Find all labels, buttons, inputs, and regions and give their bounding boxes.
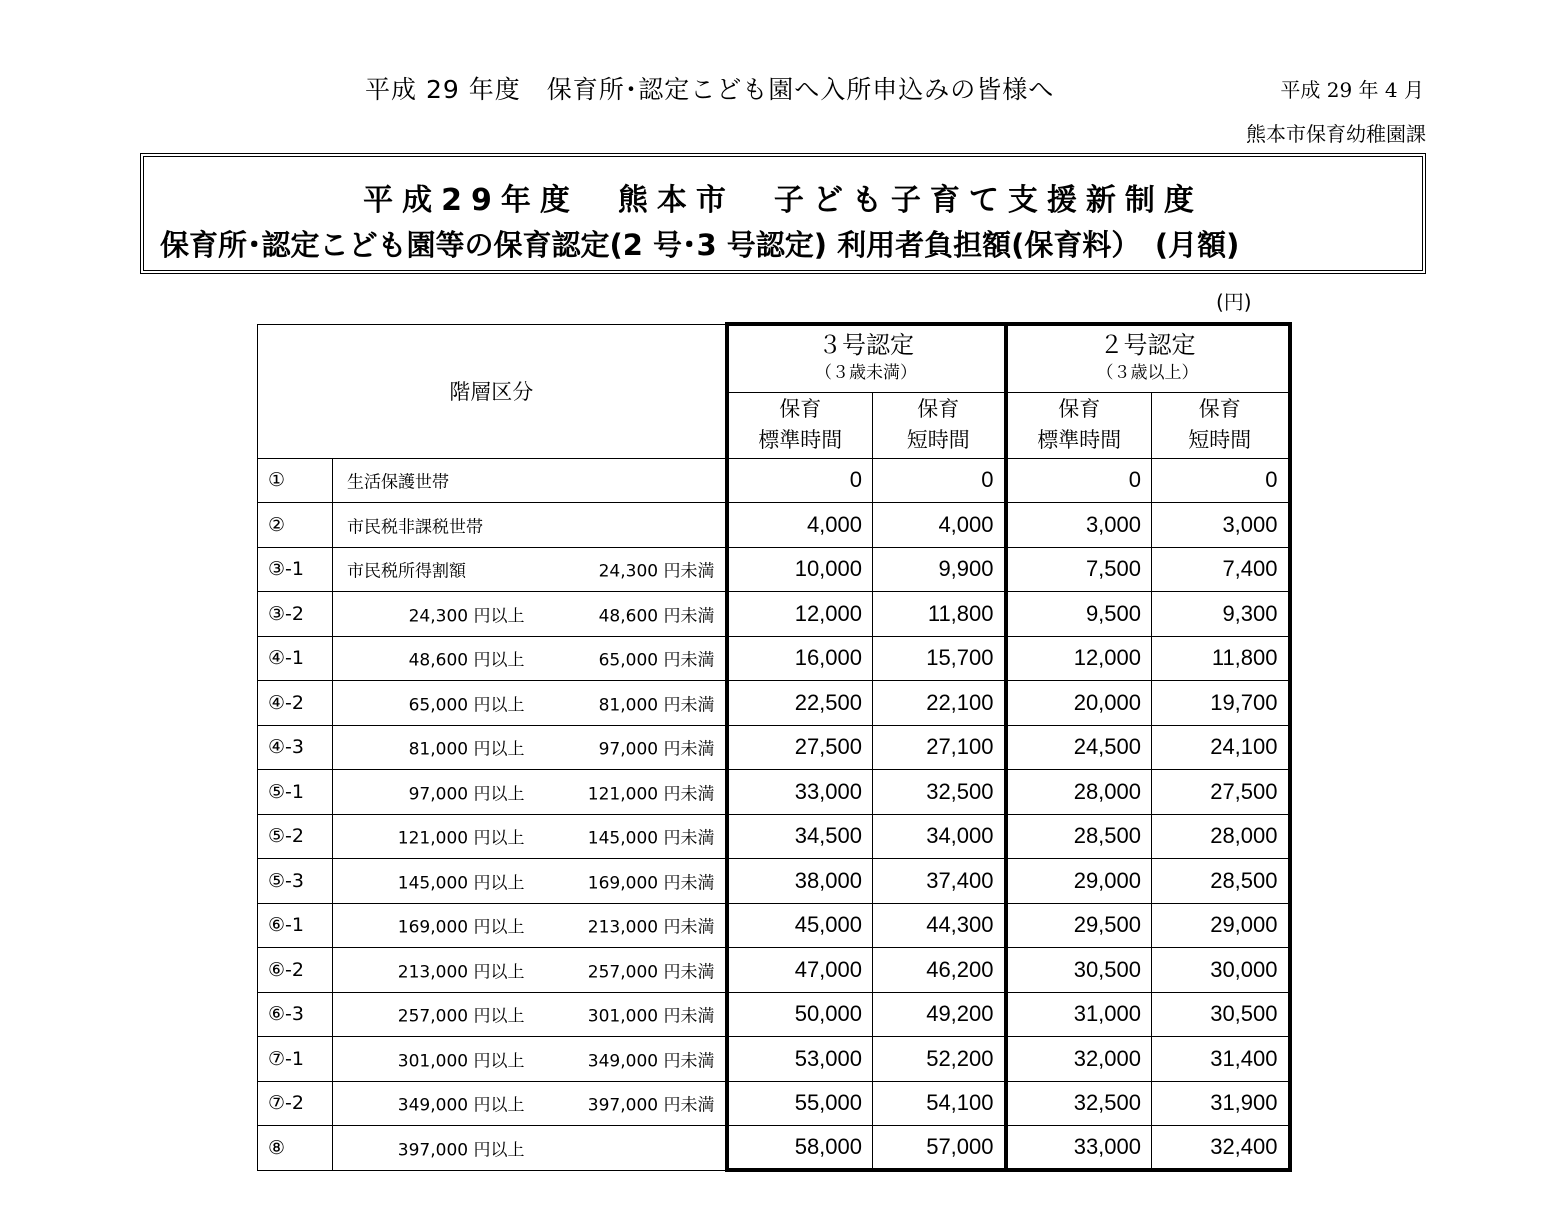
bracket-lower-bound: 48,600 円以上 bbox=[408, 650, 525, 671]
bracket-lower-bound: 121,000 円以上 bbox=[397, 828, 525, 849]
sub-header-line2: 短時間 bbox=[1188, 428, 1252, 452]
sub-header-line2: 標準時間 bbox=[758, 428, 843, 452]
bracket-lower-bound: 65,000 円以上 bbox=[408, 695, 525, 716]
rank-number: ② bbox=[258, 503, 333, 548]
fee-value: 32,500 bbox=[873, 770, 1006, 815]
fee-value: 27,500 bbox=[727, 725, 873, 770]
fee-value: 24,500 bbox=[1006, 725, 1152, 770]
income-bracket bbox=[333, 503, 727, 548]
rank-number: ⑧ bbox=[258, 1126, 333, 1171]
fee-value: 12,000 bbox=[727, 592, 873, 637]
fee-value: 32,500 bbox=[1006, 1081, 1152, 1126]
table-row bbox=[258, 503, 1290, 548]
bracket-lower-bound: 349,000 円以上 bbox=[397, 1095, 525, 1116]
table-row bbox=[258, 1126, 1290, 1171]
income-bracket bbox=[333, 547, 727, 592]
table-row bbox=[258, 948, 1290, 993]
bracket-label: 生活保護世帯 bbox=[347, 472, 449, 493]
bracket-upper-bound: 24,300 円未満 bbox=[598, 561, 715, 582]
table-row bbox=[258, 1081, 1290, 1126]
sub-header-line1: 保育 bbox=[1198, 397, 1241, 421]
fee-value: 15,700 bbox=[873, 636, 1006, 681]
bracket-upper-bound: 97,000 円未満 bbox=[598, 739, 715, 760]
fee-value: 34,000 bbox=[873, 814, 1006, 859]
bracket-lower-bound: 24,300 円以上 bbox=[408, 606, 525, 627]
table-row bbox=[258, 681, 1290, 726]
title-line-2: 保育所･認定こども園等の保育認定(2 号･3 号認定) 利用者負担額(保育料） (月額) bbox=[160, 228, 1240, 262]
fee-value: 30,000 bbox=[1152, 948, 1290, 993]
bracket-lower-bound: 257,000 円以上 bbox=[397, 1006, 525, 1027]
fee-value: 4,000 bbox=[873, 503, 1006, 548]
income-bracket bbox=[333, 992, 727, 1037]
table-row bbox=[258, 725, 1290, 770]
bracket-lower-bound: 145,000 円以上 bbox=[397, 873, 525, 894]
fee-value: 0 bbox=[727, 458, 873, 503]
income-bracket bbox=[333, 1081, 727, 1126]
bracket-upper-bound: 48,600 円未満 bbox=[598, 606, 715, 627]
fee-value: 10,000 bbox=[727, 547, 873, 592]
group-header-row bbox=[258, 324, 1290, 392]
bracket-lower-bound: 301,000 円以上 bbox=[397, 1051, 525, 1072]
fee-value: 34,500 bbox=[727, 814, 873, 859]
fee-value: 9,300 bbox=[1152, 592, 1290, 637]
table-row bbox=[258, 636, 1290, 681]
rank-number: ⑥-2 bbox=[258, 948, 333, 993]
fee-value: 11,800 bbox=[1152, 636, 1290, 681]
rank-number: ④-1 bbox=[258, 636, 333, 681]
rank-number: ① bbox=[258, 458, 333, 503]
sub-header-line2: 標準時間 bbox=[1037, 428, 1122, 452]
fee-value: 28,500 bbox=[1152, 859, 1290, 904]
income-bracket bbox=[333, 859, 727, 904]
fee-value: 38,000 bbox=[727, 859, 873, 904]
sub-header-line1: 保育 bbox=[779, 397, 822, 421]
fee-value: 0 bbox=[1152, 458, 1290, 503]
fee-value: 57,000 bbox=[873, 1126, 1006, 1171]
table-row bbox=[258, 1037, 1290, 1082]
fee-value: 30,500 bbox=[1006, 948, 1152, 993]
income-bracket bbox=[333, 948, 727, 993]
income-bracket bbox=[333, 814, 727, 859]
group-name: ３号認定 bbox=[818, 331, 914, 359]
fee-value: 3,000 bbox=[1006, 503, 1152, 548]
fee-value: 46,200 bbox=[873, 948, 1006, 993]
fee-value: 24,100 bbox=[1152, 725, 1290, 770]
fee-value: 3,000 bbox=[1152, 503, 1290, 548]
fee-value: 55,000 bbox=[727, 1081, 873, 1126]
table-row bbox=[258, 859, 1290, 904]
currency-unit: (円) bbox=[1216, 290, 1252, 314]
rank-number: ④-3 bbox=[258, 725, 333, 770]
bracket-lower-bound: 169,000 円以上 bbox=[397, 917, 525, 938]
kaiso-header: 階層区分 bbox=[258, 324, 727, 458]
table-row bbox=[258, 992, 1290, 1037]
group-header-3go bbox=[727, 324, 1006, 392]
bracket-upper-bound: 257,000 円未満 bbox=[587, 962, 715, 983]
fee-value: 9,500 bbox=[1006, 592, 1152, 637]
document-heading: 平成 29 年度 保育所･認定こども園へ入所申込みの皆様へ bbox=[365, 75, 1055, 104]
fee-value: 28,500 bbox=[1006, 814, 1152, 859]
fee-value: 27,100 bbox=[873, 725, 1006, 770]
fee-value: 12,000 bbox=[1006, 636, 1152, 681]
fee-value: 16,000 bbox=[727, 636, 873, 681]
bracket-upper-bound: 349,000 円未満 bbox=[587, 1051, 715, 1072]
title-line-1: 平成29年度 熊本市 子ども子育て支援新制度 bbox=[363, 183, 1203, 218]
fee-value: 52,200 bbox=[873, 1037, 1006, 1082]
bracket-upper-bound: 121,000 円未満 bbox=[587, 784, 715, 805]
bracket-label: 市民税非課税世帯 bbox=[347, 517, 483, 538]
rank-number: ⑥-1 bbox=[258, 903, 333, 948]
table-row bbox=[258, 592, 1290, 637]
fee-value: 22,100 bbox=[873, 681, 1006, 726]
table-row bbox=[258, 814, 1290, 859]
fee-value: 22,500 bbox=[727, 681, 873, 726]
fee-value: 11,800 bbox=[873, 592, 1006, 637]
rank-number: ⑤-1 bbox=[258, 770, 333, 815]
bracket-lower-bound: 97,000 円以上 bbox=[408, 784, 525, 805]
table-row bbox=[258, 770, 1290, 815]
bracket-upper-bound: 301,000 円未満 bbox=[587, 1006, 715, 1027]
fee-value: 27,500 bbox=[1152, 770, 1290, 815]
sub-header-line2: 短時間 bbox=[906, 428, 970, 452]
income-bracket bbox=[333, 770, 727, 815]
sub-header bbox=[873, 392, 1006, 458]
income-bracket bbox=[333, 725, 727, 770]
fee-value: 44,300 bbox=[873, 903, 1006, 948]
fee-value: 28,000 bbox=[1006, 770, 1152, 815]
bracket-upper-bound: 65,000 円未満 bbox=[598, 650, 715, 671]
fee-value: 47,000 bbox=[727, 948, 873, 993]
fee-value: 31,900 bbox=[1152, 1081, 1290, 1126]
bracket-lower-bound: 213,000 円以上 bbox=[397, 962, 525, 983]
income-bracket bbox=[333, 1037, 727, 1082]
fee-value: 54,100 bbox=[873, 1081, 1006, 1126]
fee-value: 7,400 bbox=[1152, 547, 1290, 592]
fee-value: 58,000 bbox=[727, 1126, 873, 1171]
fee-value: 28,000 bbox=[1152, 814, 1290, 859]
fee-value: 32,400 bbox=[1152, 1126, 1290, 1171]
fee-value: 33,000 bbox=[727, 770, 873, 815]
income-bracket bbox=[333, 458, 727, 503]
fee-value: 50,000 bbox=[727, 992, 873, 1037]
income-bracket bbox=[333, 636, 727, 681]
income-bracket bbox=[333, 592, 727, 637]
fee-value: 53,000 bbox=[727, 1037, 873, 1082]
sub-header bbox=[1006, 392, 1152, 458]
fee-value: 0 bbox=[1006, 458, 1152, 503]
fee-value: 19,700 bbox=[1152, 681, 1290, 726]
income-bracket bbox=[333, 903, 727, 948]
rank-number: ⑤-2 bbox=[258, 814, 333, 859]
rank-number: ⑥-3 bbox=[258, 992, 333, 1037]
sub-header-line1: 保育 bbox=[1058, 397, 1101, 421]
rank-number: ④-2 bbox=[258, 681, 333, 726]
fee-value: 45,000 bbox=[727, 903, 873, 948]
document-date: 平成 29 年 4 月 bbox=[1280, 78, 1424, 102]
table-row bbox=[258, 547, 1290, 592]
sub-header-line1: 保育 bbox=[917, 397, 960, 421]
group-name: ２号認定 bbox=[1099, 331, 1196, 359]
fee-value: 33,000 bbox=[1006, 1126, 1152, 1171]
fee-value: 32,000 bbox=[1006, 1037, 1152, 1082]
fee-value: 29,500 bbox=[1006, 903, 1152, 948]
title-box bbox=[140, 153, 1426, 274]
bracket-label: 市民税所得割額 bbox=[347, 561, 466, 582]
rank-number: ⑤-3 bbox=[258, 859, 333, 904]
bracket-upper-bound: 145,000 円未満 bbox=[587, 828, 715, 849]
fee-value: 29,000 bbox=[1152, 903, 1290, 948]
bracket-upper-bound: 81,000 円未満 bbox=[598, 695, 715, 716]
fee-value: 20,000 bbox=[1006, 681, 1152, 726]
fee-value: 49,200 bbox=[873, 992, 1006, 1037]
table-row bbox=[258, 458, 1290, 503]
income-bracket bbox=[333, 1126, 727, 1171]
fee-value: 37,400 bbox=[873, 859, 1006, 904]
group-age: （３歳以上） bbox=[1096, 363, 1199, 383]
bracket-upper-bound: 169,000 円未満 bbox=[587, 873, 715, 894]
group-age: （３歳未満） bbox=[815, 363, 917, 383]
sub-header bbox=[1152, 392, 1290, 458]
group-header-2go bbox=[1006, 324, 1290, 392]
fee-table bbox=[257, 322, 1292, 1172]
fee-value: 31,000 bbox=[1006, 992, 1152, 1037]
fee-value: 9,900 bbox=[873, 547, 1006, 592]
fee-value: 0 bbox=[873, 458, 1006, 503]
table-row bbox=[258, 903, 1290, 948]
sub-header bbox=[727, 392, 873, 458]
rank-number: ⑦-1 bbox=[258, 1037, 333, 1082]
issuing-department: 熊本市保育幼稚園課 bbox=[1246, 122, 1426, 146]
rank-number: ⑦-2 bbox=[258, 1081, 333, 1126]
rank-number: ③-2 bbox=[258, 592, 333, 637]
bracket-upper-bound: 213,000 円未満 bbox=[587, 917, 715, 938]
rank-number: ③-1 bbox=[258, 547, 333, 592]
bracket-upper-bound: 397,000 円未満 bbox=[587, 1095, 715, 1116]
bracket-lower-bound: 397,000 円以上 bbox=[397, 1140, 525, 1161]
fee-value: 7,500 bbox=[1006, 547, 1152, 592]
fee-value: 29,000 bbox=[1006, 859, 1152, 904]
bracket-lower-bound: 81,000 円以上 bbox=[408, 739, 525, 760]
fee-value: 4,000 bbox=[727, 503, 873, 548]
fee-value: 30,500 bbox=[1152, 992, 1290, 1037]
fee-value: 31,400 bbox=[1152, 1037, 1290, 1082]
income-bracket bbox=[333, 681, 727, 726]
